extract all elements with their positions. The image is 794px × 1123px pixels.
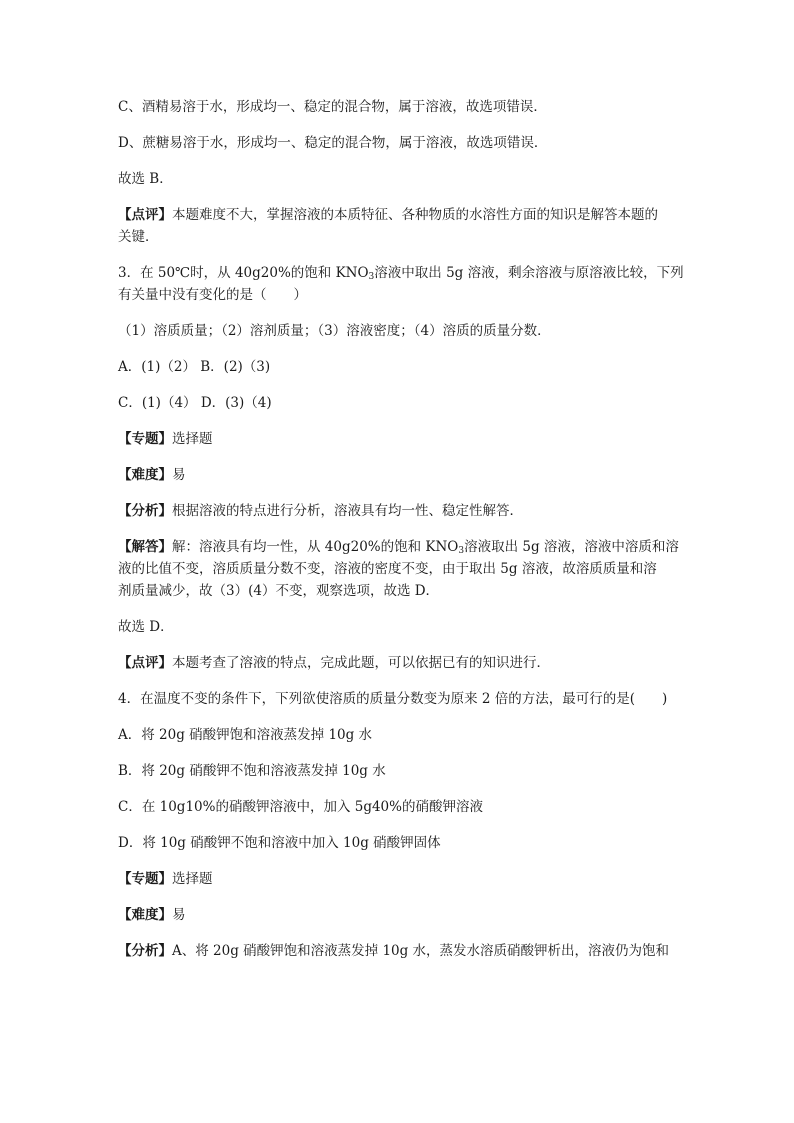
q3-solution-line-3: 剂质量减少，故（3）(4）不变，观察选项，故选 D． xyxy=(118,583,440,599)
q3-subscript: 3 xyxy=(368,272,375,282)
q4-option-c: C．在 10g10%的硝酸钾溶液中，加入 5g40%的硝酸钾溶液 xyxy=(118,799,483,815)
q3-stem-text-b: 溶液中取出 5g 溶液，剩余溶液与原溶液比较，下列 xyxy=(374,265,684,281)
q3-items: （1）溶质质量；（2）溶剂质量；（3）溶液密度；（4）溶质的质量分数． xyxy=(118,323,551,339)
q4-analysis xyxy=(118,940,678,962)
q3-options-cd: C．(1)（4） D．(3)（4) xyxy=(118,395,272,411)
q3-review-text: 本题考查了溶液的特点，完成此题，可以依据已有的知识进行． xyxy=(172,655,550,671)
q3-difficulty-tag: 【难度】 xyxy=(118,467,172,483)
q3-solution-line-1 xyxy=(118,536,678,558)
q4-difficulty xyxy=(118,904,678,926)
q3-difficulty-text: 易 xyxy=(172,467,186,483)
option-c-explanation: C、酒精易溶于水，形成均一、稳定的混合物，属于溶液，故选项错误． xyxy=(118,99,547,115)
q4-option-b: B．将 20g 硝酸钾不饱和溶液蒸发掉 10g 水 xyxy=(118,763,386,779)
q3-options-ab: A．(1)（2） B．(2)（3) xyxy=(118,359,271,375)
review-text-1: 本题难度不大，掌握溶液的本质特征、各种物质的水溶性方面的知识是解答本题的 xyxy=(172,207,658,223)
q3-solution-text-a: 解：溶液具有均一性，从 40g20%的饱和 KNO xyxy=(172,539,459,555)
q3-topic-tag: 【专题】 xyxy=(118,431,172,447)
q3-final-answer: 故选 D． xyxy=(118,619,174,635)
q4-option-d: D．将 10g 硝酸钾不饱和溶液中加入 10g 硝酸钾固体 xyxy=(118,835,441,851)
review-line-1 xyxy=(118,204,678,226)
q4-analysis-text: A、将 20g 硝酸钾饱和溶液蒸发掉 10g 水，蒸发水溶质硝酸钾析出，溶液仍为饱和 xyxy=(172,943,670,959)
q3-analysis-tag: 【分析】 xyxy=(118,503,172,519)
q3-topic xyxy=(118,428,678,450)
q4-topic xyxy=(118,868,678,890)
review-tag: 【点评】 xyxy=(118,207,172,223)
q3-topic-text: 选择题 xyxy=(172,431,213,447)
option-d-explanation: D、蔗糖易溶于水，形成均一、稳定的混合物，属于溶液，故选项错误． xyxy=(118,135,548,151)
q4-difficulty-tag: 【难度】 xyxy=(118,907,172,923)
q4-option-a: A．将 20g 硝酸钾饱和溶液蒸发掉 10g 水 xyxy=(118,727,373,743)
q3-analysis xyxy=(118,500,678,522)
q3-solution-line-2: 液的比值不变，溶质质量分数不变，溶液的密度不变，由于取出 5g 溶液，故溶质质量和溶 xyxy=(118,561,657,577)
q4-analysis-tag: 【分析】 xyxy=(118,943,172,959)
q4-topic-tag: 【专题】 xyxy=(118,871,172,887)
document-page xyxy=(118,96,684,976)
review-line-2: 关键． xyxy=(118,229,159,245)
question-4-stem: 4．在温度不变的条件下，下列欲使溶质的质量分数变为原来 2 倍的方法，最可行的是( ) xyxy=(118,691,668,707)
answer-choice: 故选 B． xyxy=(118,171,173,187)
q3-stem-line-2: 有关量中没有变化的是（ ） xyxy=(118,287,307,303)
q3-difficulty xyxy=(118,464,678,486)
q3-solution-text-b: 溶液取出 5g 溶液，溶液中溶质和溶 xyxy=(464,539,679,555)
q3-review-tag: 【点评】 xyxy=(118,655,172,671)
q3-solution-subscript: 3 xyxy=(458,546,465,556)
q3-solution-tag: 【解答】 xyxy=(118,539,172,555)
review-block xyxy=(118,204,678,248)
q4-topic-text: 选择题 xyxy=(172,871,213,887)
q3-solution xyxy=(118,536,678,602)
q4-difficulty-text: 易 xyxy=(172,907,186,923)
q3-analysis-text: 根据溶液的特点进行分析，溶液具有均一性、稳定性解答． xyxy=(172,503,523,519)
question-3-stem xyxy=(118,262,684,306)
q3-stem-text-a: 3．在 50℃时，从 40g20%的饱和 KNO xyxy=(118,265,369,281)
q3-review xyxy=(118,652,678,674)
q3-stem-line-1 xyxy=(118,262,684,284)
